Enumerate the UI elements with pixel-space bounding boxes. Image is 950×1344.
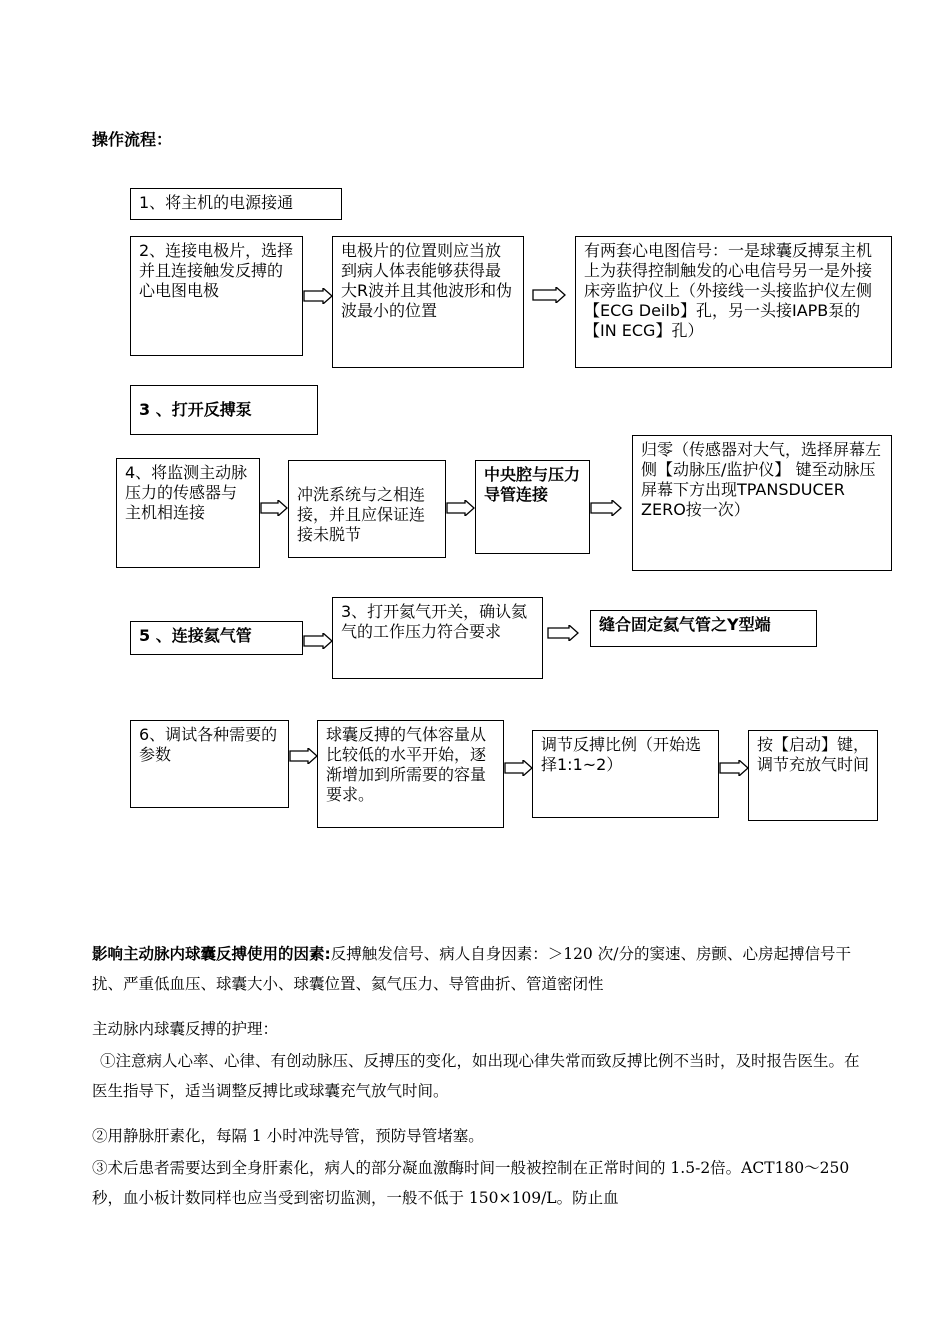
step-5-helium-switch-box: 3、打开氦气开关，确认氦气的工作压力符合要求 [332, 597, 543, 679]
step-3-box: 3 、打开反搏泵 [130, 385, 318, 435]
care-item-3: ③术后患者需要达到全身肝素化，病人的部分凝血激酶时间一般被控制在正常时间的 1.5-2倍。ACT180～250 秒，血小板计数同样也应当受到密切监测，一般不低于 150×109/L。防止血 [92, 1159, 850, 1207]
step-6-ratio-box: 调节反搏比例（开始选择1:1~2） [532, 730, 719, 818]
arrow-4a-icon [260, 500, 288, 516]
step-6-volume-box: 球囊反搏的气体容量从比较低的水平开始，逐渐增加到所需要的容量要求。 [317, 720, 504, 828]
care-item-2: ②用静脉肝素化，每隔 1 小时冲洗导管，预防导管堵塞。 [92, 1127, 484, 1145]
arrow-5a-icon [303, 633, 333, 649]
step-5-box: 5 、连接氦气管 [130, 621, 303, 655]
factors-heading: 影响主动脉内球囊反搏使用的因素: [92, 945, 331, 963]
step-2-box: 2、连接电极片，选择并且连接触发反搏的心电图电极 [130, 236, 303, 356]
arrow-2a-icon [303, 288, 333, 304]
care-item-1: ①注意病人心率、心律、有创动脉压、反搏压的变化，如出现心律失常而致反搏比例不当时，及时报告医生。在医生指导下，适当调整反搏比或球囊充气放气时间。 [92, 1052, 860, 1100]
factors-paragraph [92, 939, 872, 999]
step-6-start-box: 按【启动】键，调节充放气时间 [748, 730, 878, 821]
step-1-box: 1、将主机的电源接通 [130, 188, 342, 220]
arrow-2b-icon [532, 287, 566, 303]
step-4-box: 4、将监测主动脉压力的传感器与主机相连接 [116, 458, 260, 568]
care-heading: 主动脉内球囊反搏的护理： [92, 1020, 279, 1038]
arrow-6c-icon [719, 760, 749, 776]
arrow-5b-icon [547, 625, 579, 641]
step-4-central-lumen-box: 中央腔与压力导管连接 [475, 460, 590, 554]
arrow-6a-icon [289, 748, 318, 764]
step-2-ecg-signal-box: 有两套心电图信号：一是球囊反搏泵主机上为获得控制触发的心电信号另一是外接床旁监护仪上（外接线一头接监护仪左侧【ECG Deilb】孔，另一头接IAPB泵的【IN ECG】孔） [575, 236, 892, 368]
step-5-suture-box: 缝合固定氦气管之Y型端 [590, 610, 817, 647]
page-title: 操作流程： [92, 130, 173, 149]
arrow-6b-icon [504, 760, 533, 776]
step-2-electrode-position-box: 电极片的位置则应当放到病人体表能够获得最大R波并且其他波形和伪波最小的位置 [332, 236, 524, 368]
step-4-zero-box: 归零（传感器对大气，选择屏幕左侧【动脉压/监护仪】 键至动脉压屏幕下方出现TPANSDUCER ZERO按一次） [632, 435, 892, 571]
arrow-4b-icon [446, 500, 475, 516]
step-6-box: 6、调试各种需要的参数 [130, 720, 289, 808]
factors-body: 反搏触发信号、病人自身因素：＞120 次/分的窦速、房颤、心房起搏信号干扰、严重低血压、球囊大小、球囊位置、氦气压力、导管曲折、管道密闭性 [92, 945, 851, 993]
step-4-flush-box: 冲洗系统与之相连接，并且应保证连接未脱节 [288, 460, 446, 558]
arrow-4c-icon [590, 500, 622, 516]
